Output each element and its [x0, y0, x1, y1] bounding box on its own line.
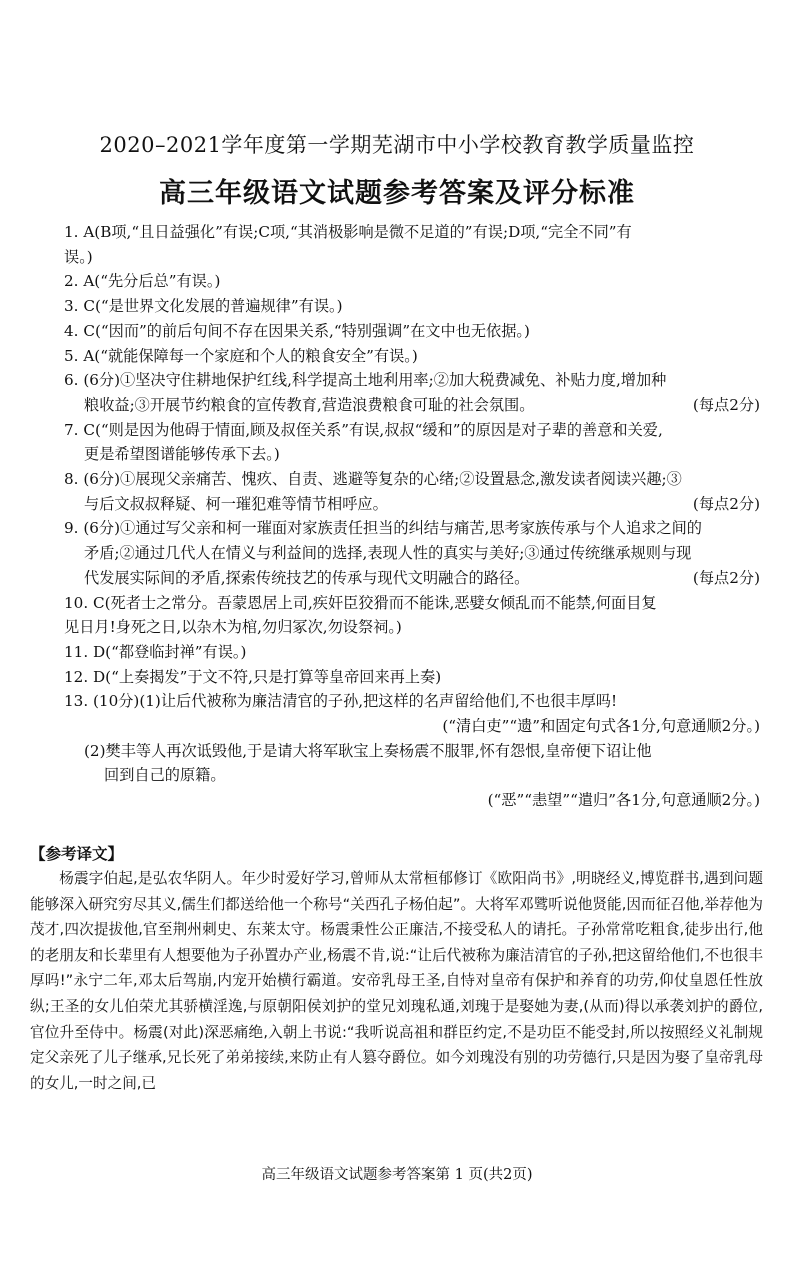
answer-line: 13. (10分)(1)让后代被称为廉洁清官的子孙,把这样的名声留给他们,不也很丰厚吗! [64, 692, 618, 711]
answer-item-13 [64, 689, 760, 813]
answer-line: (2)樊丰等人再次诋毁他,于是请大将军耿宝上奏杨震不服罪,怀有怨恨,皇帝便下诏让他 [84, 741, 652, 760]
translation-paragraph: 杨震字伯起,是弘农华阴人。年少时爱好学习,曾师从太常桓郁修订《欧阳尚书》,明晓经义,博览群书,遇到问题能够深入研究穷尽其义,儒生们都送给他一个称号“关西孔子杨伯起”。大将军邓骘听说他贤能,因而征召他,举荐他为茂才,四次提拔他,官至荆州刺史、东莱太守。杨震秉性公正廉洁,不接受私人的请托。子孙常常吃粗食,徒步出行,他的老朋友和长辈里有人想要他为子孙置办产业,杨震不肯,说:“让后代被称为廉洁清官的子孙,把这留给他们,不也很丰厚吗!”永宁二年,邓太后驾崩,内宠开始横行霸道。安帝乳母王圣,自恃对皇帝有保护和养育的功劳,仰仗皇恩任性放纵;王圣的女儿伯荣尤其骄横淫逸,与原朝阳侯刘护的堂兄刘瑰私通,刘瑰于是娶她为妻,(从而)得以承袭刘护的爵位,官位升至侍中。杨震(对此)深恶痛绝,入朝上书说:“我听说高祖和群臣约定,不是功臣不能受封,所以按照经义礼制规定父亲死了儿子继承,兄长死了弟弟接续,来防止有人篡夺爵位。如今刘瑰没有别的功劳德行,只是因为娶了皇帝乳母的女儿,一时之间,已 [30, 870, 763, 1092]
answer-line: 见日月!身死之日,以杂木为棺,勿归冢次,勿设祭祠。) [64, 618, 402, 637]
answer-item-5: 5. A(“就能保障每一个家庭和个人的粮食安全”有误。) [64, 346, 418, 365]
score-note: (“恶”“恚望”“遣归”各1分,句意通顺2分。) [487, 791, 760, 810]
answer-line [64, 393, 760, 418]
answer-line-text: 与后文叔叔释疑、柯一璀犯难等情节相呼应。 [84, 494, 388, 513]
answer-item-6 [64, 368, 760, 417]
document-title: 2020–2021学年度第一学期芜湖市中小学校教育教学质量监控 [99, 133, 695, 157]
answer-line: 6. (6分)①坚决守住耕地保护红线,科学提高土地利用率;②加大税费减免、补贴力度,增加种 [64, 371, 667, 390]
answer-item-10 [64, 591, 760, 640]
score-note: (“清白吏”“遗”和固定句式各1分,句意通顺2分。) [442, 717, 760, 736]
answer-item-1 [64, 220, 760, 269]
answer-line: 10. C(死者士之常分。吾蒙恩居上司,疾奸臣狡猾而不能诛,恶嬖女倾乱而不能禁,何面目复 [64, 593, 657, 612]
answer-line: 1. A(B项,“且日益强化”有误;C项,“其消极影响是微不足道的”有误;D项,“完全不同”有 [64, 223, 632, 241]
answer-item-11: 11. D(“都登临封禅”有误。) [64, 642, 247, 661]
answer-line: 9. (6分)①通过写父亲和柯一璀面对家族责任担当的纠结与痛苦,思考家族传承与个人追求之间的 [64, 519, 702, 538]
answer-line: 回到自己的原籍。 [104, 766, 226, 785]
answer-item-12: 12. D(“上奏揭发”于文不符,只是打算等皇帝回来再上奏) [64, 667, 442, 686]
page-footer: 高三年级语文试题参考答案第 1 页(共2页) [261, 1167, 533, 1183]
answer-line: 8. (6分)①展现父亲痛苦、愧疚、自责、逃避等复杂的心绪;②设置悬念,激发读者阅读兴趣;③ [64, 470, 682, 489]
translation-heading: 【参考译文】 [30, 845, 124, 863]
answer-line: 7. C(“则是因为他碍于情面,顾及叔侄关系”有误,叔叔“缓和”的原因是对子辈的善意和关爱, [64, 420, 663, 439]
answer-item-7 [64, 418, 760, 467]
answer-line: 矛盾;②通过几代人在情义与利益间的选择,表现人性的真实与美好;③通过传统继承规则与现 [84, 544, 692, 563]
answer-item-3: 3. C(“是世界文化发展的普遍规律”有误。) [64, 297, 343, 316]
answer-line [64, 566, 760, 591]
score-note: (每点2分) [692, 494, 760, 513]
answer-item-2: 2. A(“先分后总”有误。) [64, 272, 221, 291]
answer-item-9 [64, 516, 760, 590]
answer-item-8 [64, 467, 760, 516]
answer-item-4: 4. C(“因而”的前后句间不存在因果关系,“特别强调”在文中也无依据。) [64, 321, 530, 340]
answer-line-text: 粮收益;③开展节约粮食的宣传教育,营造浪费粮食可耻的社会氛围。 [84, 395, 535, 414]
answer-line [64, 492, 760, 517]
answer-line: 更是希望图谱能够传承下去。) [84, 445, 280, 464]
translation-body [30, 866, 763, 1096]
answer-line: 误。) [64, 247, 93, 266]
answer-line-text: 代发展实际间的矛盾,探索传统技艺的传承与现代文明融合的路径。 [84, 568, 530, 587]
score-note: (每点2分) [692, 395, 760, 414]
answer-list [64, 220, 760, 813]
document-subtitle: 高三年级语文试题参考答案及评分标准 [159, 178, 635, 209]
score-note: (每点2分) [692, 568, 760, 587]
